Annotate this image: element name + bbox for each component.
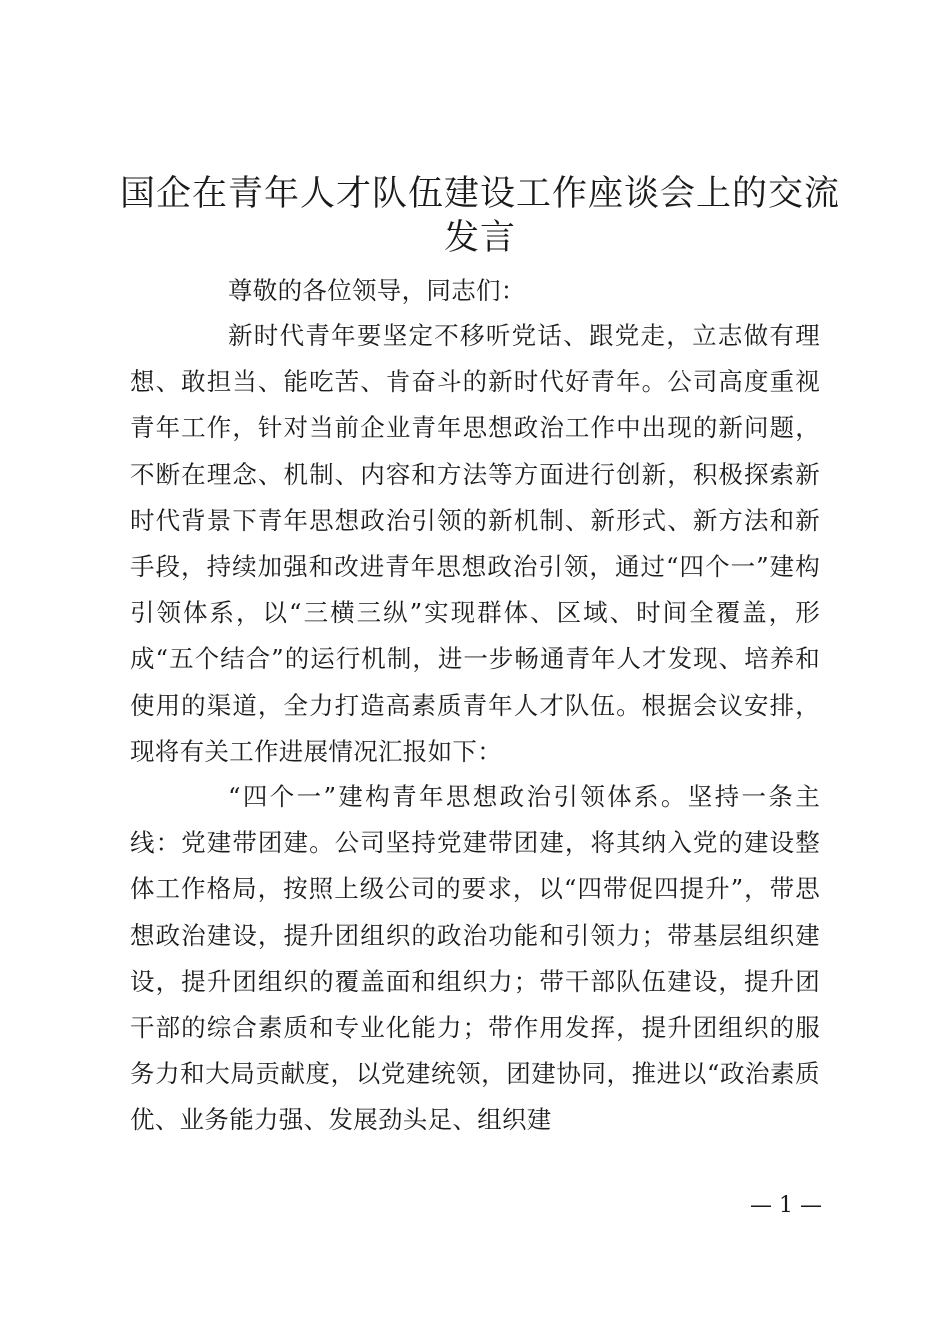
document-title-line-1: 国企在青年人才队伍建设工作座谈会上的交流: [120, 174, 841, 214]
paragraph-intro: 新时代青年要坚定不移听党话、跟党走，立志做有理想、敢担当、能吃苦、肯奋斗的新时代好青年。公司高度重视青年工作，针对当前企业青年思想政治工作中出现的新问题，不断在理念、机制、内容和方法等方面进行创新，积极探索新时代背景下青年思想政治引领的新机制、新形式、新方法和新手段，持续加强和改进青年思想政治引领，通过“四个一”建构引领体系，以“三横三纵”实现群体、区域、时间全覆盖，形成“五个结合”的运行机制，进一步畅通青年人才发现、培养和使用的渠道，全力打造高素质青年人才队伍。根据会议安排，现将有关工作进展情况汇报如下：: [130, 321, 820, 766]
document-title-line-2: 发言: [443, 218, 516, 258]
greeting: 尊敬的各位领导，同志们：: [228, 276, 526, 305]
page-number: — 1 —: [750, 1193, 822, 1218]
paragraph-system: “四个一”建构青年思想政治引领体系。坚持一条主线：党建带团建。公司坚持党建带团建，将其纳入党的建设整体工作格局，按照上级公司的要求，以“四带促四提升”，带思想政治建设，提升团组织的政治功能和引领力；带基层组织建设，提升团组织的覆盖面和组织力；带干部队伍建设，提升团干部的综合素质和专业化能力；带作用发挥，提升团组织的服务力和大局贡献度，以党建统领，团建协同，推进以“政治素质优、业务能力强、发展劲头足、组织建: [130, 782, 820, 1135]
